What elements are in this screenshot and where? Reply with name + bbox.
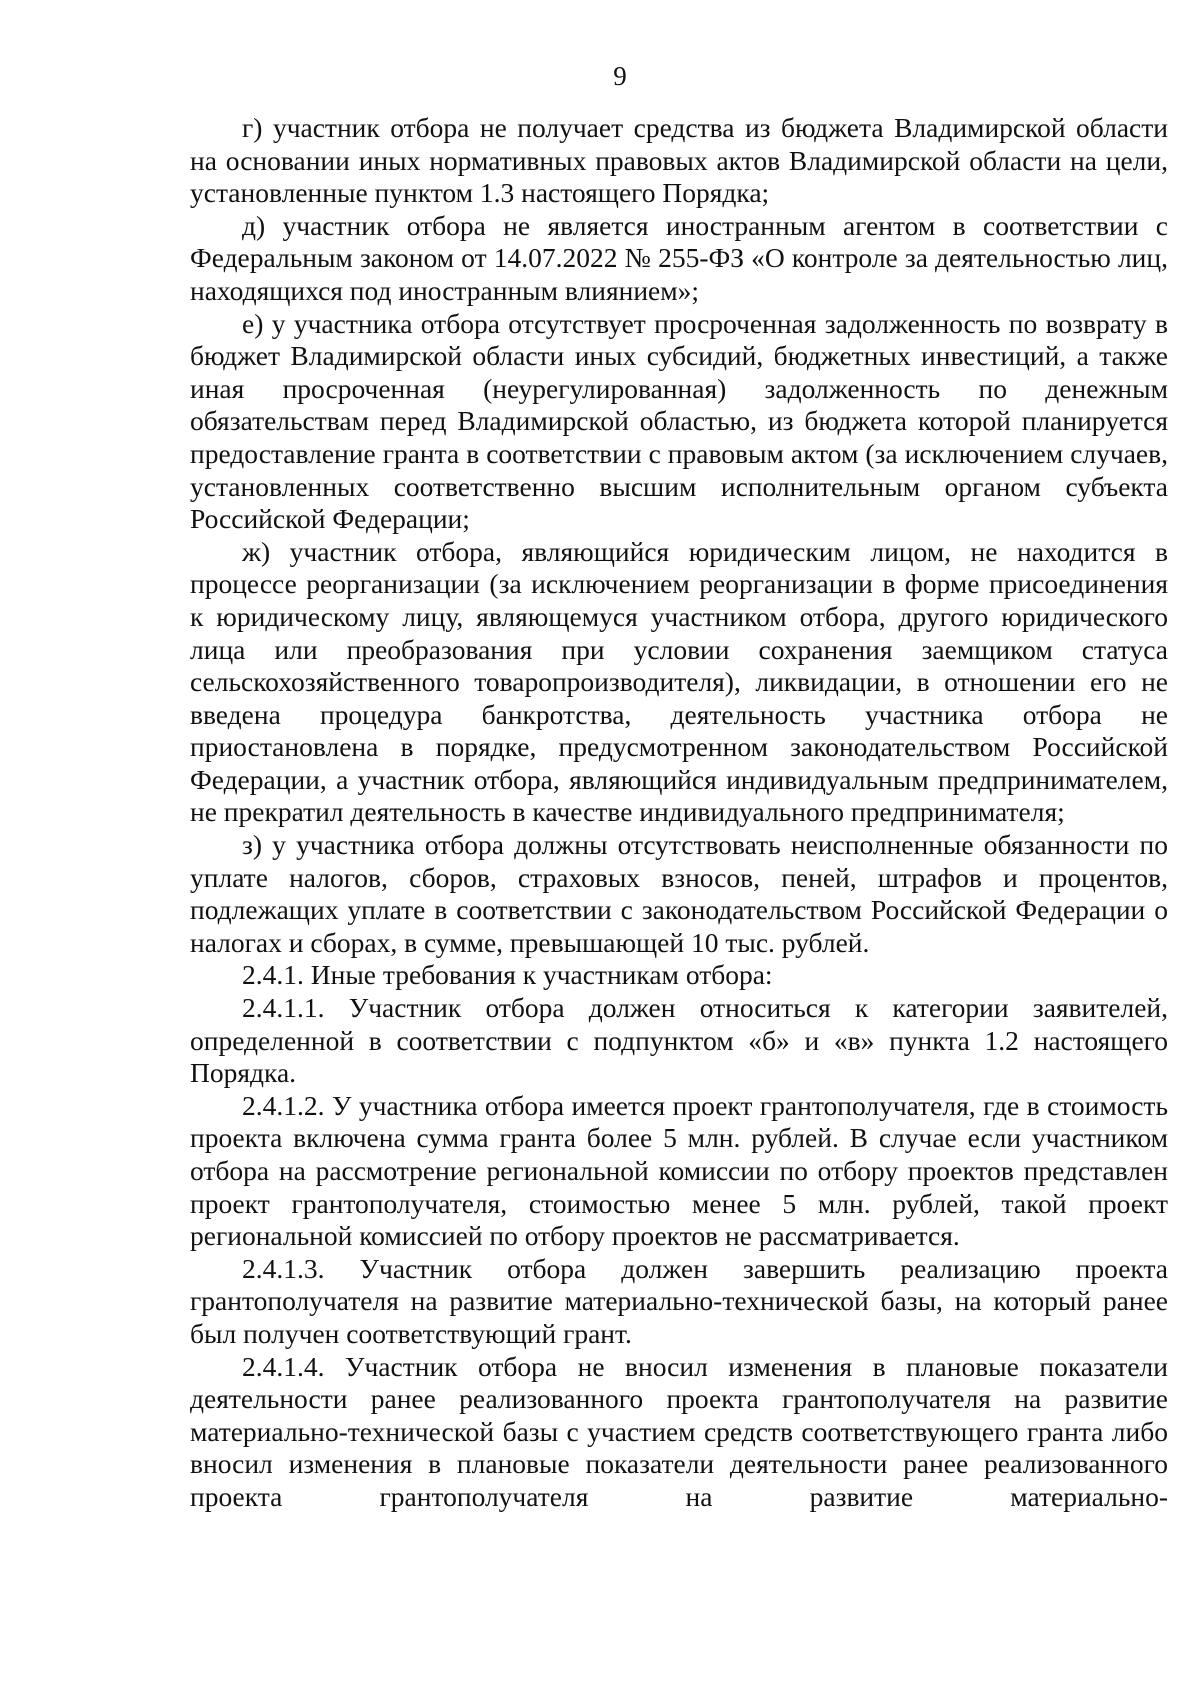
paragraph-2-4-1-1: 2.4.1.1. Участник отбора должен относиться к категории заявителей, определенной в соответствии с подпунктом «б» и «в» пункта 1.2 настоящего Порядка. — [190, 992, 1168, 1089]
paragraph-zh: ж) участник отбора, являющийся юридическим лицом, не находится в процессе реорганизации (за исключением реорганизации в форме присоединения к юридическому лицу, являющемуся участником отбора, другого юридического лица или преобразования при условии сохранения заемщиком статуса сельскохозяйственного товаропроизводителя), ликвидации, в отношении его не введена процедура банкротства, деятельность участника отбора не приостановлена в порядке, предусмотренном законодательством Российской Федерации, а участник отбора, являющийся индивидуальным предпринимателем, не прекратил деятельность в качестве индивидуального предпринимателя; — [190, 535, 1168, 828]
paragraph-g: г) участник отбора не получает средства из бюджета Владимирской области на основании иных нормативных правовых актов Владимирской области на цели, установленные пунктом 1.3 настоящего Порядка; — [190, 112, 1168, 209]
paragraph-2-4-1-2: 2.4.1.2. У участника отбора имеется проект грантополучателя, где в стоимость проекта включена сумма гранта более 5 млн. рублей. В случае если участником отбора на рассмотрение региональной комиссии по отбору проектов представлен проект грантополучателя, стоимостью менее 5 млн. рублей, такой проект региональной комиссией по отбору проектов не рассматривается. — [190, 1089, 1168, 1252]
paragraph-e: е) у участника отбора отсутствует просроченная задолженность по возврату в бюджет Владимирской области иных субсидий, бюджетных инвестиций, а также иная просроченная (неурегулированная) задолженность по денежным обязательствам перед Владимирской областью, из бюджета которой планируется предоставление гранта в соответствии с правовым актом (за исключением случаев, установленных соответственно высшим исполнительным органом субъекта Российской Федерации; — [190, 307, 1168, 535]
paragraph-2-4-1: 2.4.1. Иные требования к участникам отбора: — [242, 959, 773, 991]
paragraph-2-4-1-3: 2.4.1.3. Участник отбора должен завершить реализацию проекта грантополучателя на развитие материально-технической базы, на который ранее был получен соответствующий грант. — [190, 1252, 1168, 1349]
paragraph-z: з) у участника отбора должны отсутствовать неисполненные обязанности по уплате налогов, сборов, страховых взносов, пеней, штрафов и процентов, подлежащих уплате в соответствии с законодательством Российской Федерации о налогах и сборах, в сумме, превышающей 10 тыс. рублей. — [190, 829, 1168, 958]
document-body — [190, 112, 1168, 1514]
page-number: 9 — [613, 61, 627, 91]
paragraph-2-4-1-4: 2.4.1.4. Участник отбора не вносил изменения в плановые показатели деятельности ранее реализованного проекта грантополучателя на развитие материально-технической базы с участием средств соответствующего гранта либо вносил изменения в плановые показатели деятельности ранее реализованного проекта грантополучателя на развитие материально- — [190, 1350, 1168, 1512]
paragraph-d: д) участник отбора не является иностранным агентом в соответствии с Федеральным законом от 14.07.2022 № 255-ФЗ «О контроле за деятельностью лиц, находящихся под иностранным влиянием»; — [190, 209, 1168, 306]
